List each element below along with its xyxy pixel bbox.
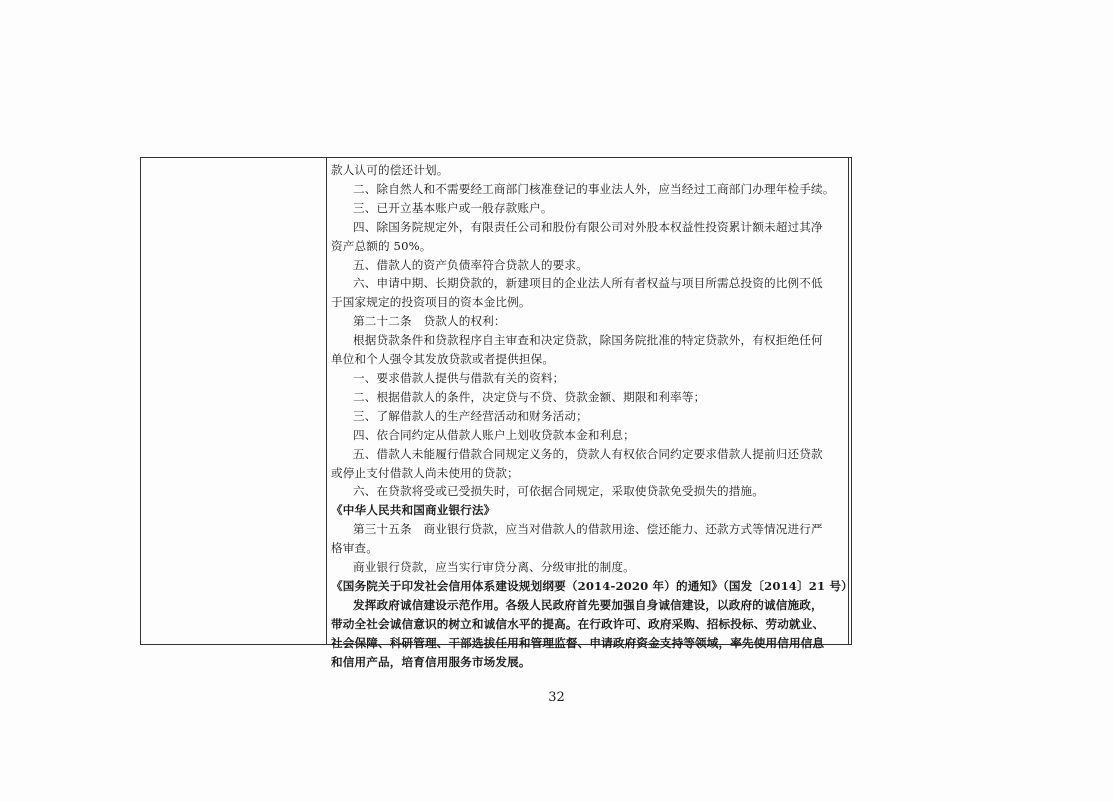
text-line: 带动全社会诚信意识的树立和诚信水平的提高。在行政许可、政府采购、招标投标、劳动就业、 [331,616,825,631]
text-line: 六、申请中期、长期贷款的，新建项目的企业法人所有者权益与项目所需总投资的比例不低 [353,276,823,291]
text-line: 五、借款人的资产负债率符合贷款人的要求。 [353,257,588,272]
text-line: 三、已开立基本账户或一般存款账户。 [353,200,553,215]
text-line: 资产总额的 50%。 [331,238,432,253]
text-line: 四、依合同约定从借款人账户上划收贷款本金和利息； [353,427,635,442]
text-line: 五、借款人未能履行借款合同规定义务的，贷款人有权依合同约定要求借款人提前归还贷款 [353,446,823,461]
text-line: 六、在贷款将受或已受损失时，可依据合同规定，采取使贷款免受损失的措施。 [353,484,765,499]
text-line: 单位和个人强令其发放贷款或者提供担保。 [331,352,555,367]
text-line: 第二十二条 贷款人的权利： [353,314,506,329]
text-line: 第三十五条 商业银行贷款，应当对借款人的借款用途、偿还能力、还款方式等情况进行严 [353,522,823,537]
text-line: 商业银行贷款，应当实行审贷分离、分级审批的制度。 [353,560,635,575]
document-table [140,157,853,669]
page-number: 32 [548,690,565,705]
text-line: 于国家规定的投资项目的资本金比例。 [331,295,531,310]
text-line: 格审查。 [331,541,378,556]
text-line: 《国务院关于印发社会信用体系建设规划纲要（2014-2020 年）的通知》（国发〔2014〕21 号） [331,578,853,593]
table-column-divider-right [848,158,849,644]
text-line: 根据贷款条件和贷款程序自主审查和决定贷款，除国务院批准的特定贷款外，有权拒绝任何 [353,333,823,348]
text-line: 社会保障、科研管理、干部选拔任用和管理监督、申请政府资金支持等领域，率先使用信用信息 [331,635,825,650]
text-line: 和信用产品，培育信用服务市场发展。 [331,654,531,669]
text-line: 《中华人民共和国商业银行法》 [331,503,496,518]
text-line: 四、除国务院规定外，有限责任公司和股份有限公司对外股本权益性投资累计额未超过其净 [353,219,823,234]
text-line: 一、要求借款人提供与借款有关的资料； [353,370,565,385]
text-line: 二、根据借款人的条件，决定贷与不贷、贷款金额、期限和利率等； [353,389,706,404]
table-content-cell [331,161,853,671]
text-line: 二、除自然人和不需要经工商部门核准登记的事业法人外，应当经过工商部门办理年检手续。 [353,181,835,196]
text-line: 三、了解借款人的生产经营活动和财务活动； [353,408,588,423]
text-line: 或停止支付借款人尚未使用的贷款； [331,465,519,480]
table-column-divider-left [326,158,327,644]
text-line: 发挥政府诚信建设示范作用。各级人民政府首先要加强自身诚信建设，以政府的诚信施政， [353,597,823,612]
text-line: 款人认可的偿还计划。 [331,163,449,177]
